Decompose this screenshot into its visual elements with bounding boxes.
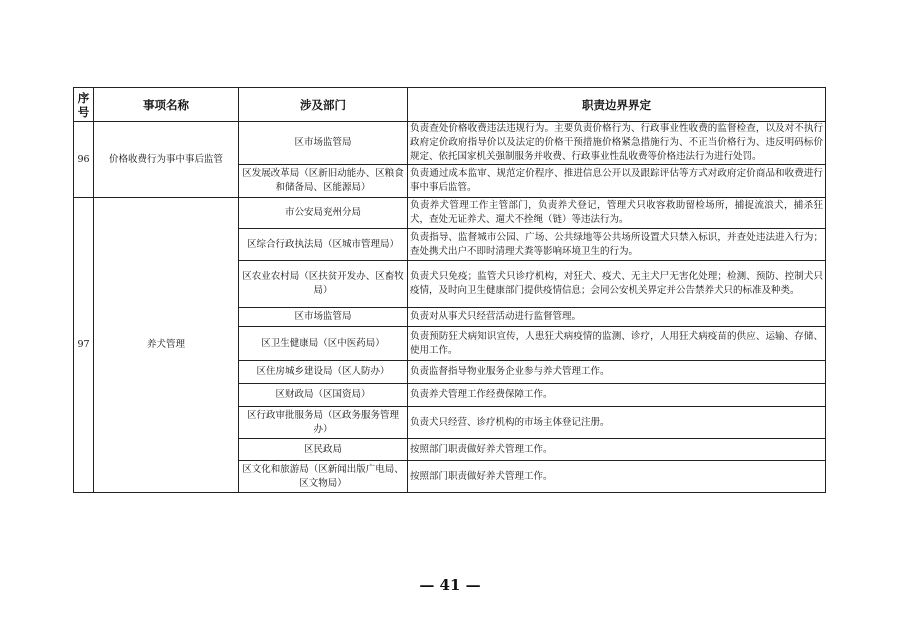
row-duty: 负责犬只经营、诊疗机构的市场主体登记注册。 [408,407,826,439]
row-duty: 按照部门职责做好养犬管理工作。 [408,439,826,461]
row-department: 区市场监管局 [239,308,408,327]
header-serial-number [74,88,94,122]
row-duty: 负责养犬管理工作经费保障工作。 [408,384,826,407]
row-department: 区市场监管局 [239,122,408,165]
row-department: 区财政局（区国资局） [239,384,408,407]
table-row [74,122,826,165]
row-duty: 负责对从事犬只经营活动进行监督管理。 [408,308,826,327]
header-serial-line1: 序 [77,90,90,105]
row-department: 区卫生健康局（区中医药局） [239,327,408,361]
header-department: 涉及部门 [239,88,408,122]
row-department: 区农业农村局（区扶贫开发办、区畜牧局） [239,261,408,308]
row-duty: 按照部门职责做好养犬管理工作。 [408,461,826,493]
row-duty: 负责通过成本监审、规范定价程序、推进信息公开以及跟踪评估等方式对政府定价商品和收费进行事中事后监管。 [408,165,826,198]
row-item-name: 价格收费行为事中事后监管 [94,122,239,198]
row-department: 区文化和旅游局（区新闻出版广电局、区文物局） [239,461,408,493]
row-item-name: 养犬管理 [94,198,239,493]
row-duty: 负责预防狂犬病知识宣传，人患狂犬病疫情的监测、诊疗，人用狂犬病疫苗的供应、运输、存储、使用工作。 [408,327,826,361]
row-department: 区住房城乡建设局（区人防办） [239,361,408,384]
row-department: 区行政审批服务局（区政务服务管理办） [239,407,408,439]
header-serial-line2: 号 [77,104,90,119]
header-item-name: 事项名称 [94,88,239,122]
row-duty: 负责指导、监督城市公园、广场、公共绿地等公共场所设置犬只禁入标识，并查处违法进入行为；查处携犬出户不即时清理犬粪等影响环境卫生的行为。 [408,229,826,261]
row-duty: 负责监督指导物业服务企业参与养犬管理工作。 [408,361,826,384]
row-department: 区发展改革局（区新旧动能办、区粮食和储备局、区能源局） [239,165,408,198]
header-duty-boundary: 职责边界界定 [408,88,826,122]
page-number: — 41 — [419,576,481,594]
row-duty: 负责查处价格收费违法违规行为。主要负责价格行为、行政事业性收费的监督检查，以及对不执行政府定价政府指导价以及法定的价格干预措施价格紧急措施行为、不正当价格行为、违反明码标价规定、依托国家机关强制服务并收费、行政事业性乱收费等价格违法行为进行处罚。 [408,122,826,165]
row-duty: 负责养犬管理工作主管部门，负责养犬登记，管理犬只收容救助留检场所，捕捉流浪犬，捕杀狂犬，查处无证养犬、遛犬不拴绳（链）等违法行为。 [408,198,826,229]
row-department: 区民政局 [239,439,408,461]
row-serial-number: 97 [74,198,94,493]
row-department: 市公安局兖州分局 [239,198,408,229]
responsibility-table [73,87,826,493]
table-header-row [74,88,826,122]
row-duty: 负责犬只免疫；监管犬只诊疗机构，对狂犬、疫犬、无主犬尸无害化处理；检测、预防、控制犬只疫情，及时向卫生健康部门提供疫情信息；会同公安机关界定并公告禁养犬只的标准及种类。 [408,261,826,308]
row-department: 区综合行政执法局（区城市管理局） [239,229,408,261]
table-row [74,198,826,229]
row-serial-number: 96 [74,122,94,198]
